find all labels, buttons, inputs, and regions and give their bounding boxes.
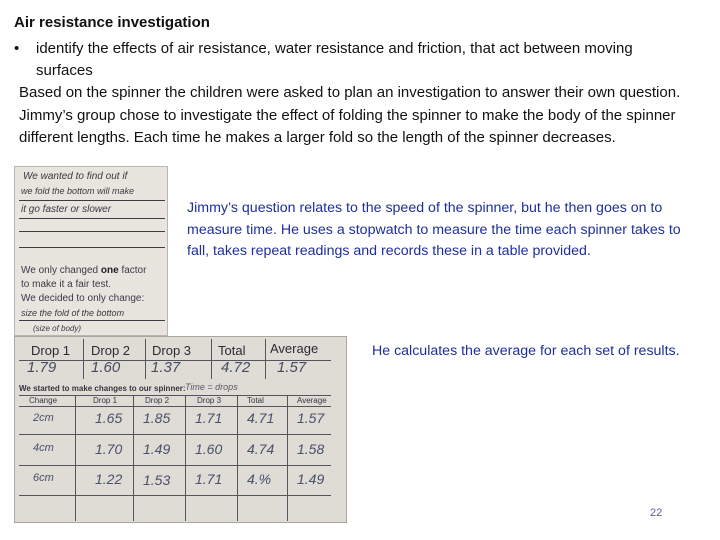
row-3-total: 4.% — [247, 471, 272, 487]
table-rule — [237, 395, 238, 521]
row-2-average: 1.58 — [297, 441, 325, 457]
results-table-photo — [14, 336, 347, 523]
row-3-average: 1.49 — [297, 471, 325, 487]
learning-objective-text: identify the effects of air resistance, water resistance and friction, that act between moving surfaces — [36, 40, 633, 79]
row-3-change: 6cm — [33, 472, 54, 484]
first-drop-3: 1.37 — [151, 359, 181, 376]
header-average: Average — [270, 341, 319, 356]
changes-caption-handwriting: Time = drops — [185, 382, 238, 392]
worksheet-photo — [14, 166, 168, 336]
sub-header-total: Total — [247, 396, 264, 405]
table-rule — [75, 395, 76, 521]
table-rule — [19, 395, 331, 396]
first-drop-2: 1.60 — [91, 359, 121, 376]
table-rule — [265, 339, 266, 379]
row-1-drop-3: 1.71 — [195, 410, 223, 426]
worksheet-print-3: We decided to only change: — [21, 293, 145, 304]
table-rule — [19, 434, 331, 435]
row-3-drop-3: 1.71 — [195, 471, 223, 487]
sub-header-change: Change — [29, 396, 58, 405]
table-rule — [185, 395, 186, 521]
table-rule — [19, 495, 331, 496]
header-drop-2: Drop 2 — [91, 343, 131, 358]
worksheet-rule — [19, 218, 165, 219]
bullet-mark: • — [14, 40, 20, 57]
worksheet-print-1-start: We only changed — [21, 265, 99, 276]
sub-header-drop-3: Drop 3 — [197, 396, 222, 405]
sub-header-drop-2: Drop 2 — [145, 396, 170, 405]
row-1-total: 4.71 — [247, 410, 275, 426]
worksheet-print-2: to make it a fair test. — [21, 279, 112, 290]
row-2-change: 4cm — [33, 442, 54, 454]
worksheet-print-1 — [21, 264, 146, 277]
worksheet-handwriting-3: it go faster or slower — [21, 204, 112, 215]
row-3-drop-1: 1.22 — [95, 471, 123, 487]
changes-caption: We started to make changes to our spinner: — [19, 384, 186, 393]
worksheet-handwriting-2: we fold the bottom will make — [21, 186, 135, 196]
context-paragraph: Based on the spinner the children were asked to plan an investigation to answer their own question. Jimmy’s group chose to investigate the effect of folding the spinner to make the body of the spinner different lengths. Each time he makes a larger fold so the length of the spinner decreases. — [19, 84, 681, 146]
table-rule — [19, 465, 331, 466]
commentary-note-measuring: Jimmy’s question relates to the speed of the spinner, but he then goes on to measure time. He uses a stopwatch to measure the time each spinner takes to fall, takes repeat readings and records these in a table provided. — [187, 200, 681, 259]
header-total: Total — [218, 343, 246, 358]
worksheet-handwriting-4: size the fold of the bottom — [21, 308, 125, 318]
row-1-drop-2: 1.85 — [143, 410, 171, 426]
worksheet-rule — [19, 320, 165, 321]
first-drop-1: 1.79 — [27, 359, 57, 376]
table-rule — [133, 395, 134, 521]
worksheet-rule — [19, 247, 165, 248]
row-1-change: 2cm — [33, 412, 54, 424]
header-drop-3: Drop 3 — [152, 343, 192, 358]
table-rule — [287, 395, 288, 521]
sub-header-average: Average — [297, 396, 327, 405]
worksheet-handwriting-1: We wanted to find out if — [23, 171, 128, 182]
sub-header-drop-1: Drop 1 — [93, 396, 118, 405]
table-rule — [83, 339, 84, 379]
worksheet-rule — [19, 231, 165, 232]
header-drop-1: Drop 1 — [31, 343, 71, 358]
row-2-drop-2: 1.49 — [143, 441, 171, 457]
row-2-total: 4.74 — [247, 441, 275, 457]
row-2-drop-1: 1.70 — [95, 441, 123, 457]
row-3-drop-2: 1.53 — [143, 472, 171, 488]
row-1-average: 1.57 — [297, 410, 325, 426]
commentary-note-average: He calculates the average for each set of results. — [372, 343, 680, 359]
page-number: 22 — [650, 507, 663, 519]
row-1-drop-1: 1.65 — [95, 410, 123, 426]
worksheet-print-1-bold: one — [100, 265, 119, 276]
worksheet-print-1-end: factor — [121, 265, 147, 276]
worksheet-rule — [19, 200, 165, 201]
table-rule — [211, 339, 212, 379]
row-2-drop-3: 1.60 — [195, 441, 223, 457]
slide-title: Air resistance investigation — [14, 14, 210, 31]
first-total: 4.72 — [221, 359, 251, 376]
first-average: 1.57 — [277, 359, 307, 376]
worksheet-handwriting-5: (size of body) — [33, 324, 82, 333]
table-rule — [145, 339, 146, 379]
table-rule — [19, 406, 331, 407]
